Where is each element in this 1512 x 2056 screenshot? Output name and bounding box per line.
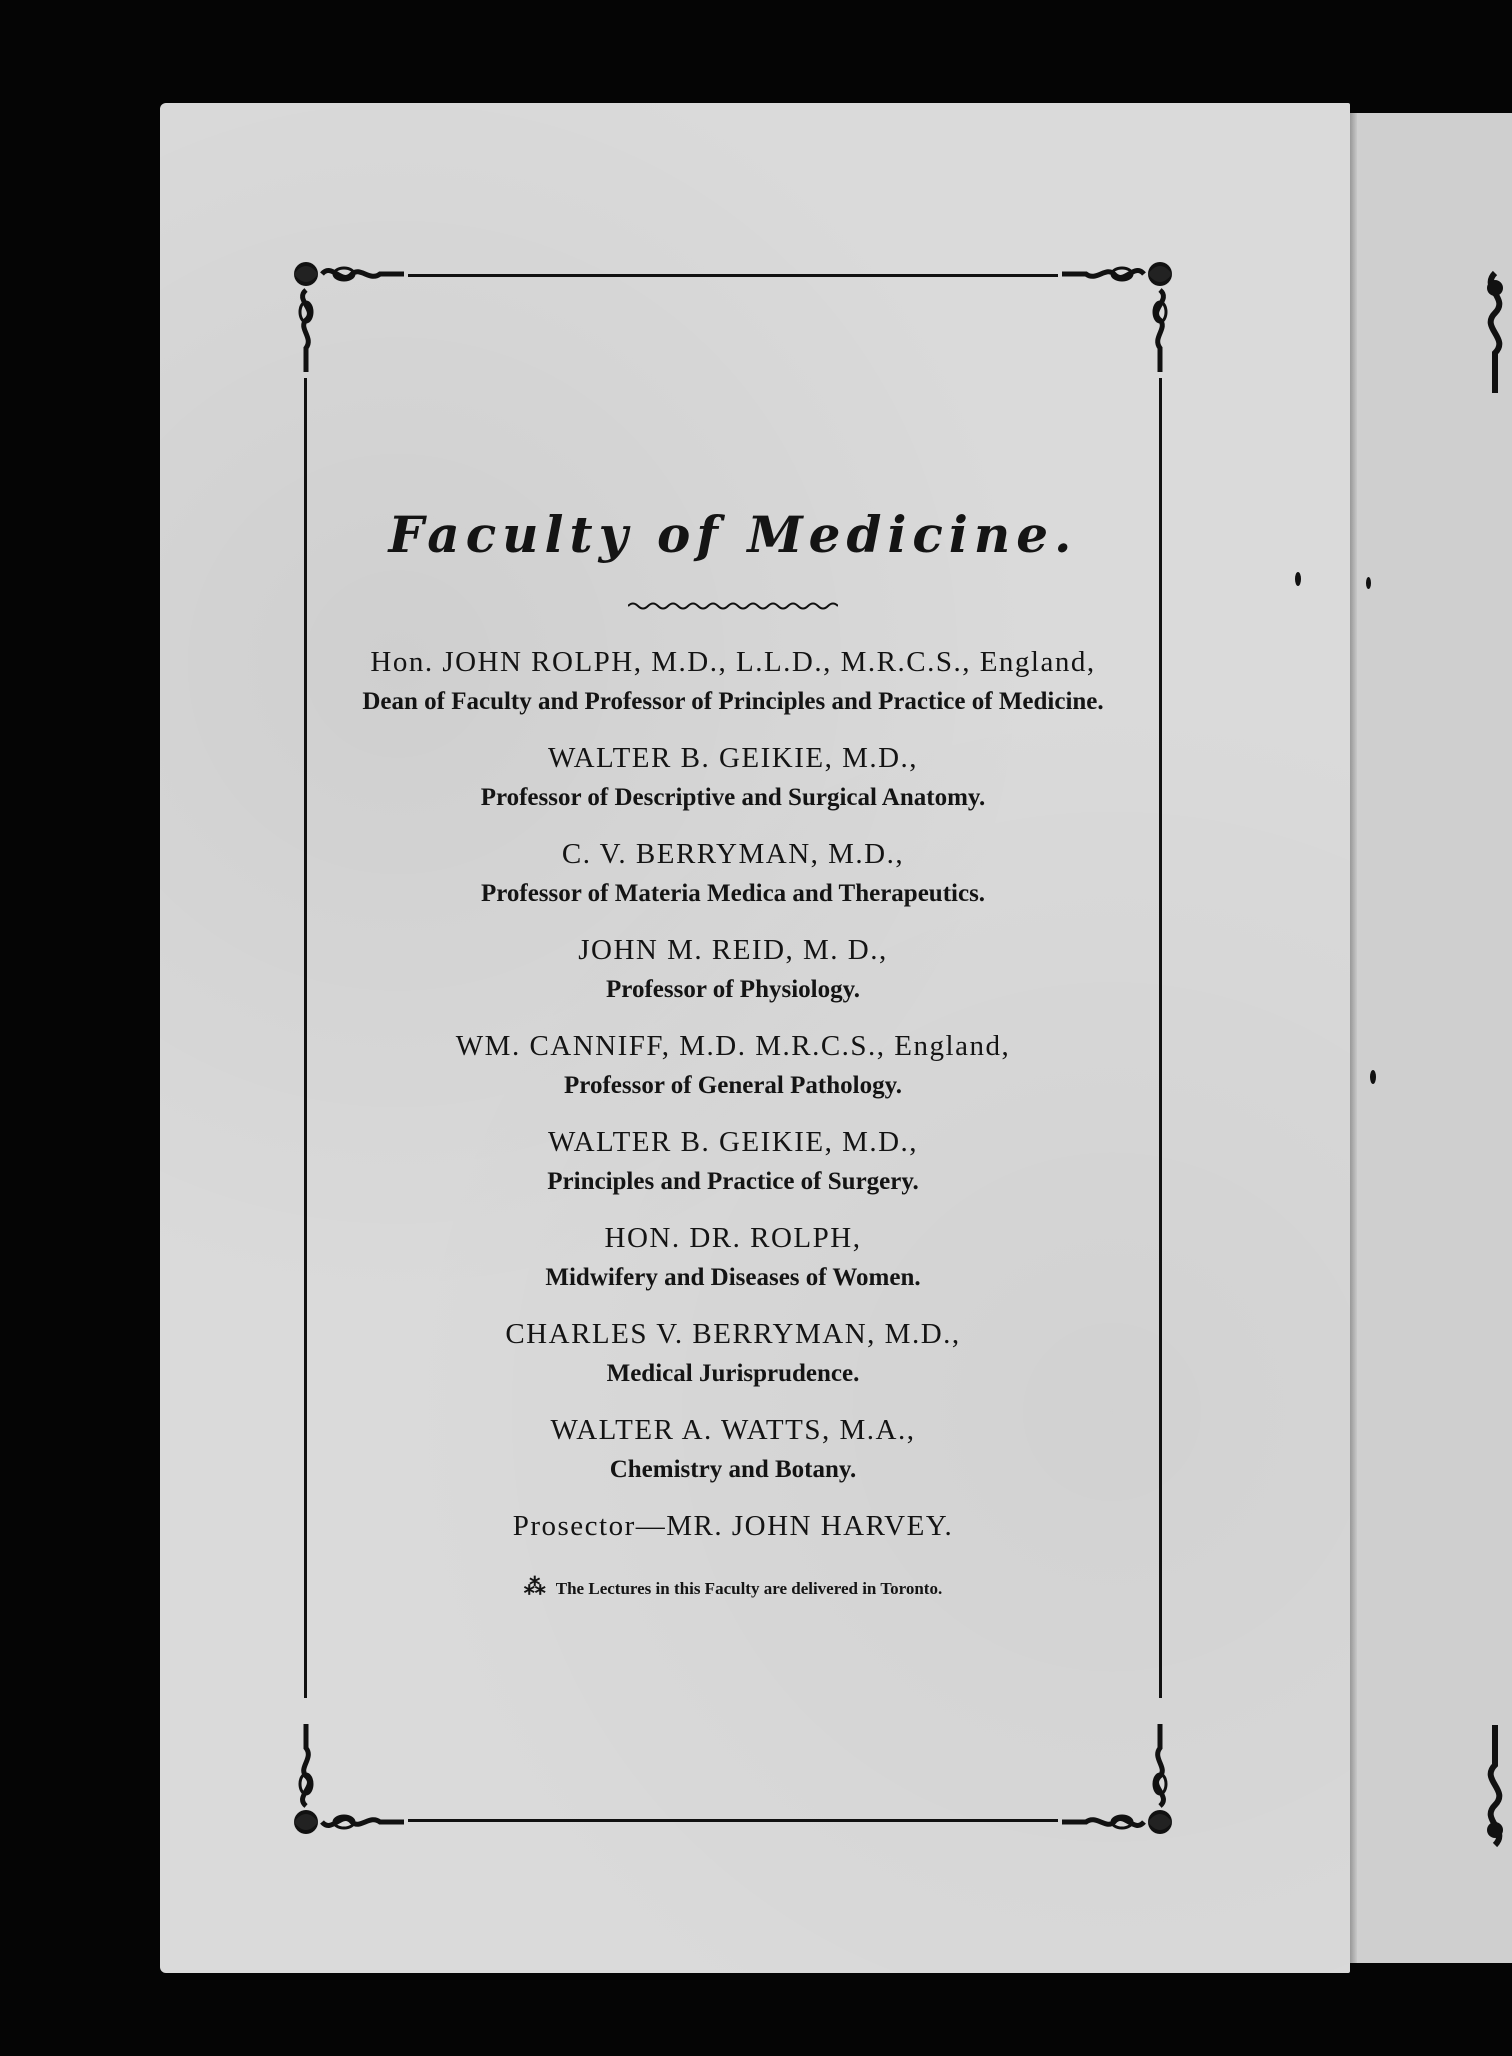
faculty-role: Professor of General Pathology. xyxy=(564,1072,902,1099)
faculty-entry xyxy=(298,834,1168,914)
faculty-role: Principles and Practice of Surgery. xyxy=(547,1168,919,1195)
corner-ornament-bottom-left xyxy=(284,1724,404,1844)
faculty-entry xyxy=(298,1026,1168,1106)
faculty-entry xyxy=(298,1122,1168,1202)
faculty-entry xyxy=(298,1410,1168,1490)
faculty-entry xyxy=(298,738,1168,818)
faculty-role: Dean of Faculty and Professor of Principles and Practice of Medicine. xyxy=(362,688,1104,715)
faculty-name: WM. CANNIFF, M.D. M.R.C.S., England, xyxy=(455,1030,1011,1062)
asterism-icon: ⁂ xyxy=(523,1574,546,1599)
faculty-role: Professor of Materia Medica and Therapeutics. xyxy=(480,880,986,907)
faculty-name: CHARLES V. BERRYMAN, M.D., xyxy=(505,1318,961,1350)
faculty-name: JOHN M. REID, M. D., xyxy=(578,934,888,966)
corner-ornament-bottom-right xyxy=(1062,1724,1182,1844)
faculty-entry xyxy=(298,930,1168,1010)
facing-page-ornament-bottom xyxy=(1470,1720,1512,1850)
faculty-role: Medical Jurisprudence. xyxy=(606,1360,860,1387)
footnote xyxy=(298,1572,1168,1604)
faculty-role: Professor of Descriptive and Surgical Anatomy. xyxy=(480,784,986,811)
faculty-entry xyxy=(298,1314,1168,1394)
page-heading: Faculty of Medicine. xyxy=(388,505,1078,564)
prosector-line: Prosector—MR. JOHN HARVEY. xyxy=(512,1510,954,1542)
ink-speck xyxy=(1366,577,1371,589)
faculty-name: WALTER B. GEIKIE, M.D., xyxy=(547,1126,919,1158)
ink-speck xyxy=(1295,572,1301,586)
faculty-name: Hon. JOHN ROLPH, M.D., L.L.D., M.R.C.S., England, xyxy=(370,646,1096,678)
faculty-name: WALTER B. GEIKIE, M.D., xyxy=(547,742,919,774)
ink-speck xyxy=(1370,1070,1376,1084)
faculty-role: Chemistry and Botany. xyxy=(609,1456,857,1483)
wavy-divider xyxy=(628,600,838,612)
footnote-text: The Lectures in this Faculty are delivered in Toronto. xyxy=(555,1579,943,1598)
faculty-name: HON. DR. ROLPH, xyxy=(604,1222,862,1254)
border-rule-top xyxy=(408,274,1058,277)
faculty-name: C. V. BERRYMAN, M.D., xyxy=(561,838,905,870)
facing-page-ornament-top xyxy=(1470,268,1512,398)
faculty-name: WALTER A. WATTS, M.A., xyxy=(550,1414,916,1446)
corner-ornament-top-right xyxy=(1062,252,1182,372)
faculty-role: Professor of Physiology. xyxy=(606,976,860,1003)
border-rule-bottom xyxy=(408,1819,1058,1822)
faculty-entry xyxy=(298,642,1168,722)
corner-ornament-top-left xyxy=(284,252,404,372)
faculty-role: Midwifery and Diseases of Women. xyxy=(545,1264,921,1291)
faculty-entry xyxy=(298,1218,1168,1298)
faculty-listing xyxy=(298,500,1168,1604)
